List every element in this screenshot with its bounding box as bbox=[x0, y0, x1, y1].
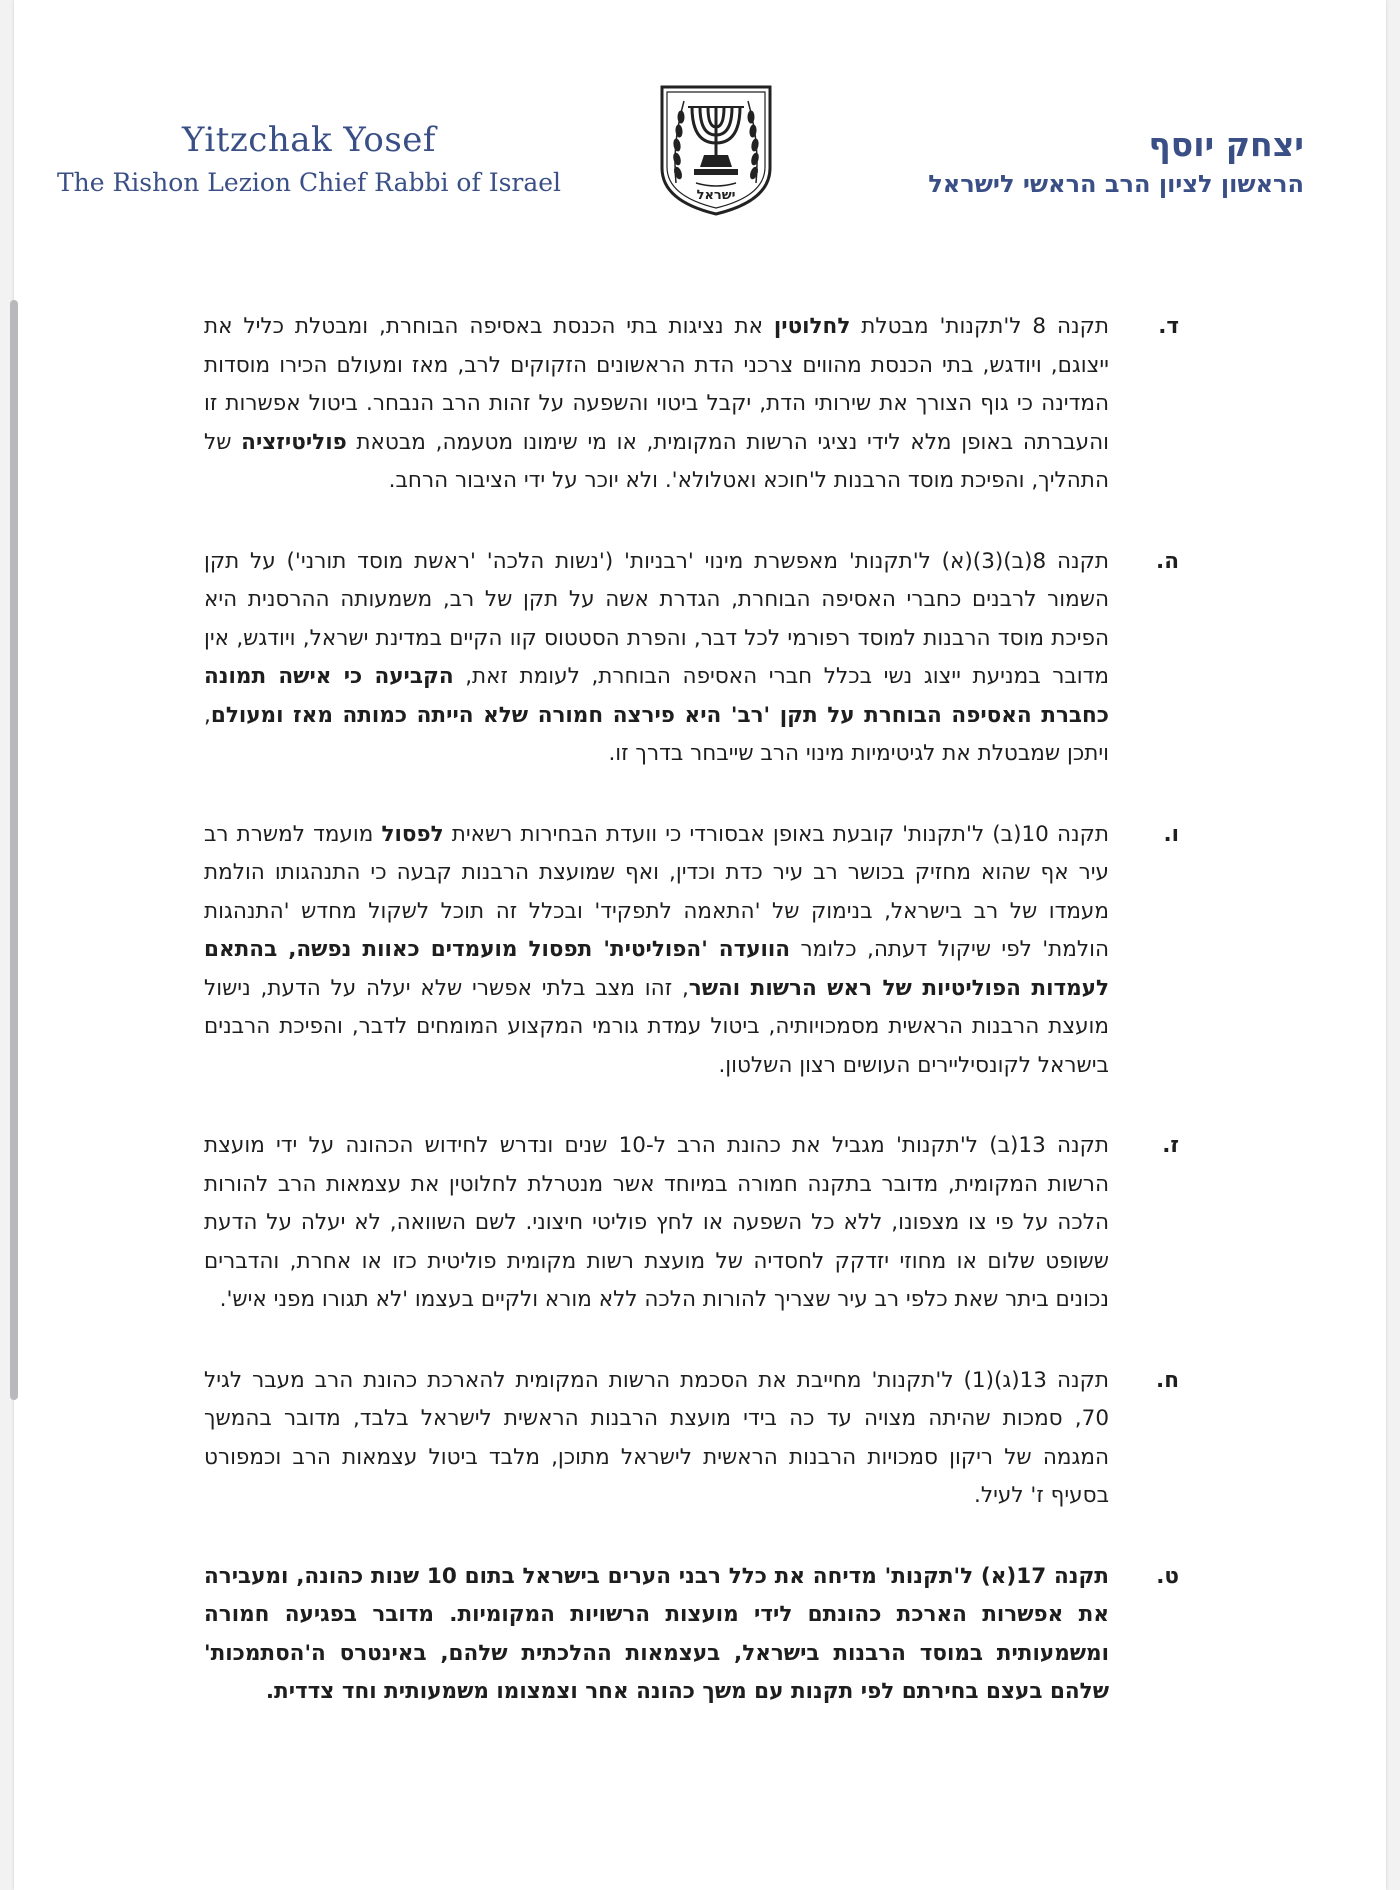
clause-text: תקנה 13(ג)(1) ל'תקנות' מחייבת את הסכמת הרשות המקומית להארכת כהונת הרב מעבר לגיל 70, סמכות שהיתה מצויה עד כה בידי מועצת הרבנות הראשית לישראל בלבד, מדובר בהמשך המגמה של ריקון סמכויות הרבנות הראשית לישראל מתוכן, מלבד ביטול עצמאות הרב וכמפורט בסעיף ז' לעיל. bbox=[204, 1367, 1109, 1508]
document-body bbox=[204, 308, 1179, 1754]
clause-text: תקנה 10(ב) ל'תקנות' קובעת באופן אבסורדי כי וועדת הבחירות רשאית bbox=[443, 821, 1109, 847]
english-name: Yitzchak Yosef bbox=[181, 120, 437, 160]
clause-bold-text: לחלוטין bbox=[773, 314, 851, 339]
clause-text: תקנה 13(ב) ל'תקנות' מגביל את כהונת הרב ל-10 שנים ונדרש לחידוש הכהונה על ידי מועצת הרשות המקומית, מדובר בתקנה חמורה במיוחד אשר מנטרלת לחלוטין את עצמאות הרב להורות הלכה על פי צו מצפונו, ללא כל השפעה או לחץ פוליטי חיצוני. לשם השוואה, לא יעלה על הדעת ששופט שלום או מחוזי יזדקק לחסדיה של מועצת רשות מקומית פוליטית כזו או אחרת, והדברים נכונים ביתר שאת כלפי רב עיר שצריך להורות הלכה ללא מורא ולקיים בעצמו 'לא תגורו מפני איש'. bbox=[204, 1133, 1110, 1312]
document-page bbox=[14, 0, 1386, 1890]
clause-text: , ויתכן שמבטלת את לגיטימיות מינוי הרב שייבחר בדרך זו. bbox=[204, 702, 1109, 766]
clause-dalet bbox=[204, 308, 1179, 501]
clause-text: מועמד למשרת רב עיר אף שהוא מחזיק בכושר רב עיר כדת וכדין, ואף שמועצת הרבנות קבעה כי התנהגותו הולמת מעמדו של רב בישראל, בנימוק של 'התאמה לתפקיד' ובכלל זה תוכל לשקול מחדש 'התנהגות הולמת' לפי שיקול דעתה, כלומר bbox=[204, 821, 1109, 962]
clause-tet bbox=[204, 1558, 1179, 1712]
clause-text: את נציגות בתי הכנסת באסיפה הבוחרת, ומבטלת כליל את ייצוגם, ויודגש, בתי הכנסת מהווים צרכני הדת הראשונים הזקוקים לרב, מאז ומעולם הכירו מוסדות המדינה כי גוף הצורך את שירותי הדת, יקבל ביטוי והשפעה על זהות הרב הנבחר. ביטול אפשרות זו והעברתה באופן מלא לידי נציגי הרשות המקומית, או מי שימונו מטעמה, מבטאת bbox=[204, 314, 1109, 455]
clause-bold-text: פוליטיזציה bbox=[241, 429, 347, 455]
clause-text: של התהליך, והפיכת מוסד הרבנות ל'חוכא ואטלולא'. ולא יוכר על ידי הציבור הרחב. bbox=[204, 429, 1109, 493]
clause-letter: ט. bbox=[1156, 1563, 1179, 1589]
clause-text: תקנה 8 ל'תקנות' מבטלת bbox=[850, 314, 1109, 339]
vertical-scrollbar[interactable] bbox=[10, 300, 18, 1400]
clause-text: תקנה 17(א) ל'תקנות' מדיחה את כלל רבני הערים בישראל בתום 10 שנות כהונה, ומעבירה את אפשרות הארכת כהונתם לידי מועצות הרשויות המקומיות. מדובר בפגיעה חמורה ומשמעותית במוסד הרבנות בישראל, בעצמאות ההלכתית שלהם, באינטרס ה'הסתמכות' שלהם בעצם בחירתם לפי תקנות עם משך כהונה אחר וצמצומו משמעותית וחד צדדית. bbox=[204, 1563, 1109, 1704]
letterhead-english bbox=[14, 120, 604, 197]
letterhead-hebrew bbox=[884, 125, 1304, 198]
clause-he bbox=[204, 543, 1179, 774]
emblem-label: ישראל bbox=[696, 188, 736, 203]
clause-letter: ה. bbox=[1156, 548, 1179, 574]
clause-vav bbox=[204, 816, 1179, 1086]
clause-letter: ח. bbox=[1156, 1367, 1179, 1393]
english-title: The Rishon Lezion Chief Rabbi of Israel bbox=[56, 168, 562, 197]
clause-text: תקנה 8(ב)(3)(א) ל'תקנות' מאפשרת מינוי 'רבניות' ('נשות הלכה' 'ראשת מוסד תורני') על תקן השמור לרבנים כחברי האסיפה הבוחרת, הגדרת אשה על תקן של רב, משמעותה ההרסנית היא הפיכת מוסד הרבנות למוסד רפורמי לכל דבר, והפרת הסטטוס קוו הקיים במדינת ישראל, ויודגש, אין מדובר במניעת ייצוג נשי בכלל חברי האסיפה הבוחרת, לעומת זאת, bbox=[204, 548, 1109, 689]
clause-bold-text: הוועדה 'הפוליטית' תפסול מועמדים כאוות נפשה, בהתאם לעמדות הפוליטיות של ראש הרשות והשר bbox=[204, 937, 1109, 1001]
hebrew-name: יצחק יוסף bbox=[1148, 125, 1304, 164]
clause-letter: ז. bbox=[1162, 1133, 1179, 1158]
state-emblem-icon bbox=[658, 83, 774, 218]
hebrew-title: הראשון לציון הרב הראשי לישראל bbox=[928, 170, 1304, 198]
clause-text: , זהו מצב בלתי אפשרי שלא יעלה על הדעת, נישול מועצת הרבנות הראשית מסמכויותיה, ביטול עמדת גורמי המקצוע המומחים לדבר, והפיכת הרבנים בישראל לקונסיליירים העושים רצון השלטון. bbox=[204, 975, 1109, 1078]
clause-letter: ד. bbox=[1158, 314, 1179, 339]
clause-letter: ו. bbox=[1163, 821, 1179, 847]
clause-bold-text: הקביעה כי אישה תמונה כחברת האסיפה הבוחרת על תקן 'רב' היא פירצה חמורה שלא הייתה כמותה מאז ומעולם bbox=[204, 664, 1109, 728]
clause-chet bbox=[204, 1362, 1179, 1516]
clause-bold-text: לפסול bbox=[381, 821, 444, 847]
clause-zayin bbox=[204, 1127, 1179, 1320]
